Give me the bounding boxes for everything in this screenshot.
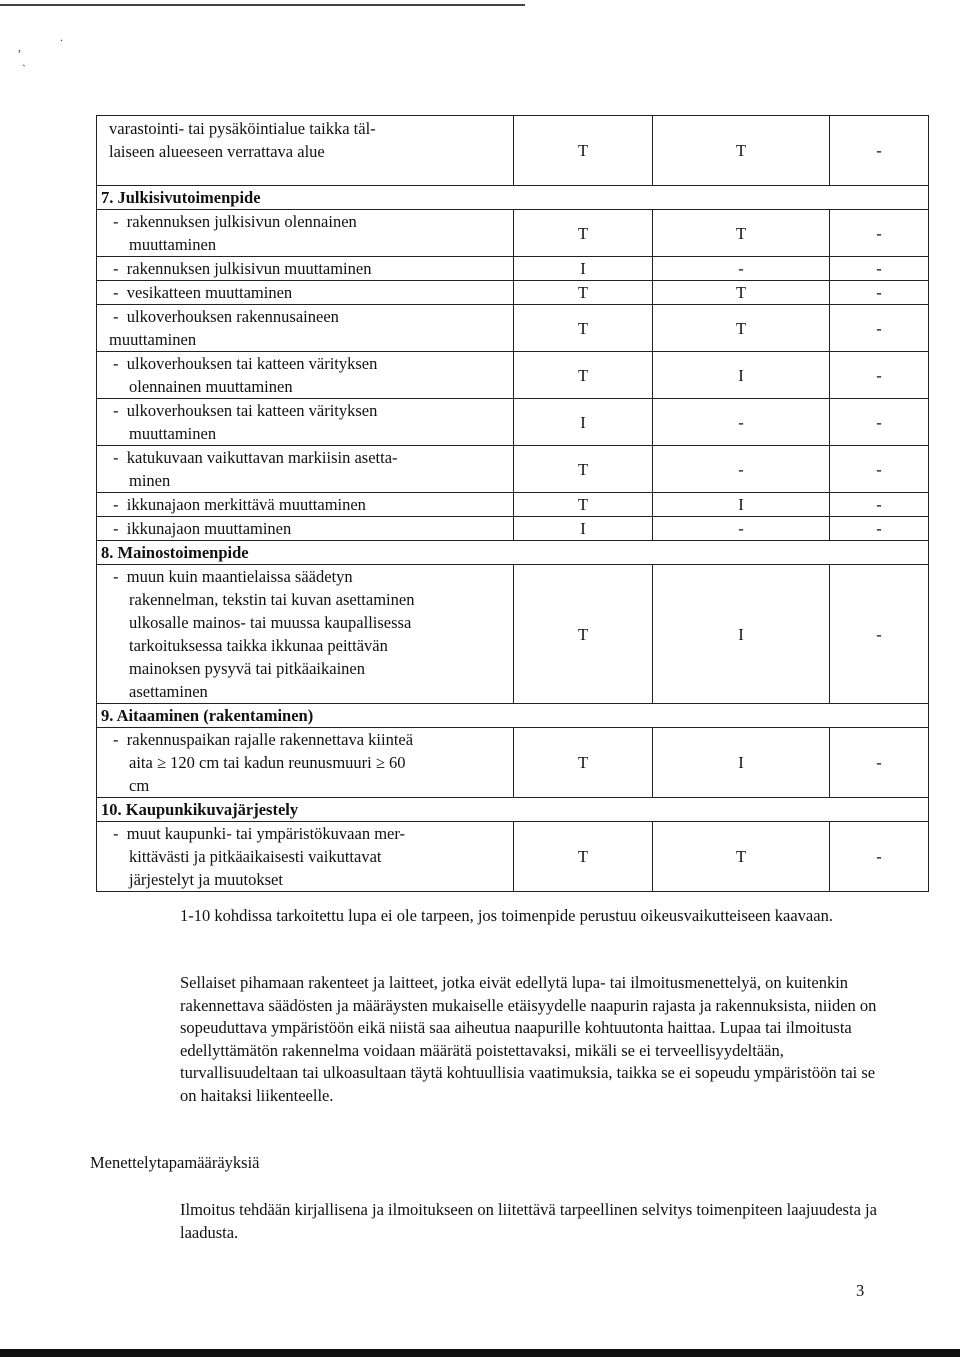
measure-line: rakennuspaikan rajalle rakennettava kiinteä [126, 730, 414, 749]
requirement-c2: T [653, 822, 830, 892]
measure-description [97, 257, 514, 281]
measure-description [97, 305, 514, 352]
table-row [97, 305, 929, 352]
requirement-c2: - [653, 257, 830, 281]
measure-text: - rakennuksen julkisivun olennainen muuttaminen [113, 212, 357, 254]
measure-description [97, 565, 514, 704]
measure-line: ikkunajaon merkittävä muuttaminen [126, 495, 366, 514]
measure-line: rakennelman, tekstin tai kuvan asettaminen [129, 590, 415, 609]
requirement-c2: T [653, 210, 830, 257]
requirement-c1: T [514, 116, 653, 186]
scan-speck: ` [22, 62, 26, 76]
measure-line: mainoksen pysyvä tai pitkäaikainen [129, 659, 365, 678]
section-heading: 9. Aitaaminen (rakentaminen) [97, 704, 929, 728]
measure-line: olennainen muuttaminen [129, 377, 293, 396]
measure-line: aita ≥ 120 cm tai kadun reunusmuuri ≥ 60 [129, 753, 406, 772]
table-row [97, 493, 929, 517]
bottom-rule [0, 1349, 960, 1357]
requirement-c3: - [830, 565, 929, 704]
table-row [97, 446, 929, 493]
requirement-c2: - [653, 517, 830, 541]
section-row [97, 798, 929, 822]
scan-speck: . [60, 30, 63, 44]
measure-line: ulkoverhouksen tai katteen värityksen [126, 401, 378, 420]
measure-description [97, 493, 514, 517]
requirement-c2: I [653, 728, 830, 798]
table-row [97, 116, 929, 186]
requirement-c3: - [830, 822, 929, 892]
requirement-c1: I [514, 399, 653, 446]
measure-description [97, 822, 514, 892]
table-row [97, 822, 929, 892]
permit-requirements-table [96, 115, 929, 892]
measure-line: tarkoituksessa taikka ikkunaa peittävän [129, 636, 388, 655]
measure-line: rakennuksen julkisivun muuttaminen [126, 259, 372, 278]
measure-line: muuttaminen [129, 424, 217, 443]
requirement-c3: - [830, 399, 929, 446]
paragraph-notification: Ilmoitus tehdään kirjallisena ja ilmoitukseen on liitettävä tarpeellinen selvitys toimenpiteen laajuudesta ja laadusta. [180, 1200, 877, 1242]
requirement-c2: - [653, 446, 830, 493]
measure-description [97, 728, 514, 798]
measure-line: ulkoverhouksen rakennusaineen [126, 307, 339, 326]
measure-line: kittävästi ja pitkäaikaisesti vaikuttavat [129, 847, 382, 866]
measure-text: - rakennuksen julkisivun muuttaminen [113, 259, 372, 278]
table-row [97, 352, 929, 399]
measure-text: - ikkunajaon merkittävä muuttaminen [113, 495, 366, 514]
measure-text: - muut kaupunki- tai ympäristökuvaan mer- kittävästi ja pitkäaikaisesti vaikuttavat järjestelyt ja muutokset [113, 824, 406, 889]
requirement-c2: T [653, 116, 830, 186]
side-heading-procedures: Menettelytapamääräyksiä [90, 1153, 260, 1172]
measure-line: rakennuksen julkisivun olennainen [126, 212, 357, 231]
requirement-c3: - [830, 210, 929, 257]
measure-description [97, 352, 514, 399]
requirement-c3: - [830, 281, 929, 305]
requirement-c1: T [514, 493, 653, 517]
table-row [97, 728, 929, 798]
table-row [97, 565, 929, 704]
measure-text: - ulkoverhouksen tai katteen värityksen muuttaminen [113, 401, 378, 443]
measure-description [97, 210, 514, 257]
section-row [97, 541, 929, 565]
measure-text [109, 117, 509, 163]
measure-line: muuttaminen [109, 330, 197, 349]
measure-description [97, 116, 514, 186]
requirement-c2: - [653, 399, 830, 446]
measure-text: - katukuvaan vaikuttavan markiisin asetta- minen [113, 448, 398, 490]
requirement-c1: T [514, 352, 653, 399]
scan-speck: , [18, 40, 21, 54]
requirement-c3: - [830, 305, 929, 352]
requirement-c3: - [830, 493, 929, 517]
measure-line: ulkosalle mainos- tai muussa kaupallisessa [129, 613, 412, 632]
requirement-c3: - [830, 116, 929, 186]
requirement-c3: - [830, 257, 929, 281]
requirement-c1: T [514, 305, 653, 352]
measure-description [97, 517, 514, 541]
measure-line: muuttaminen [129, 235, 217, 254]
measure-text: - ulkoverhouksen rakennusaineen muuttaminen [109, 305, 509, 351]
page-number: 3 [856, 1281, 865, 1300]
measure-description [97, 281, 514, 305]
permit-table-body [97, 116, 929, 892]
measure-description [97, 399, 514, 446]
measure-line: ikkunajaon muuttaminen [126, 519, 292, 538]
requirement-c1: I [514, 257, 653, 281]
section-row [97, 704, 929, 728]
requirement-c1: T [514, 565, 653, 704]
requirement-c2: I [653, 565, 830, 704]
measure-line: varastointi- tai pysäköintialue taikka täl- [109, 119, 376, 138]
measure-text: - ikkunajaon muuttaminen [113, 519, 292, 538]
measure-line: asettaminen [129, 682, 208, 701]
requirement-c1: T [514, 210, 653, 257]
requirement-c2: I [653, 352, 830, 399]
table-row [97, 399, 929, 446]
requirement-c2: T [653, 281, 830, 305]
requirement-c1: T [514, 446, 653, 493]
requirement-c3: - [830, 517, 929, 541]
measure-description [97, 446, 514, 493]
measure-text: - vesikatteen muuttaminen [113, 283, 293, 302]
measure-line: cm [129, 776, 150, 795]
measure-line: minen [129, 471, 171, 490]
measure-text: - muun kuin maantielaissa säädetyn rakennelman, tekstin tai kuvan asettaminen ulkosalle mainos- tai muussa kaupallisessa tarkoituksessa taikka ikkunaa peittävän mainoksen pysyvä tai pitkäaikainen asettaminen [113, 567, 415, 701]
requirement-c1: T [514, 822, 653, 892]
requirement-c2: I [653, 493, 830, 517]
section-heading: 8. Mainostoimenpide [97, 541, 929, 565]
section-heading: 7. Julkisivutoimenpide [97, 186, 929, 210]
section-heading: 10. Kaupunkikuvajärjestely [97, 798, 929, 822]
measure-line: vesikatteen muuttaminen [126, 283, 293, 302]
measure-line: muut kaupunki- tai ympäristökuvaan mer- [126, 824, 406, 843]
measure-line: laiseen alueeseen verrattava alue [109, 142, 325, 161]
requirement-c1: T [514, 281, 653, 305]
top-rule [0, 4, 525, 6]
paragraph-yard-structures: Sellaiset pihamaan rakenteet ja laitteet, jotka eivät edellytä lupa- tai ilmoitusmenettelyä, on kuitenkin rakennettava säädösten ja määräysten mukaiselle etäisyydelle naapurin rajasta ja rakennuksista, niiden on sopeuduttava ympäristöön eikä niistä saa aiheutua naapurille kohtuutonta haittaa. Lupaa tai ilmoitusta edellyttämätön rakennelma voidaan määrätä poistettavaksi, mikäli se ei terveellisyydeltään, turvallisuudeltaan tai ulkoasultaan täytä kohtuullisia vaatimuksia, taikka se ei sopeudu ympäristöön tai se on haitaksi liikenteelle. [180, 973, 877, 1105]
requirement-c3: - [830, 446, 929, 493]
table-row [97, 257, 929, 281]
measure-text: - ulkoverhouksen tai katteen värityksen olennainen muuttaminen [113, 354, 378, 396]
requirement-c1: I [514, 517, 653, 541]
measure-line: katukuvaan vaikuttavan markiisin asetta- [126, 448, 398, 467]
requirement-c3: - [830, 728, 929, 798]
measure-line: järjestelyt ja muutokset [129, 870, 283, 889]
table-row [97, 210, 929, 257]
measure-text: - rakennuspaikan rajalle rakennettava kiinteä aita ≥ 120 cm tai kadun reunusmuuri ≥ 60 cm [113, 730, 414, 795]
table-row [97, 517, 929, 541]
requirement-c3: - [830, 352, 929, 399]
paragraph-scope: 1-10 kohdissa tarkoitettu lupa ei ole tarpeen, jos toimenpide perustuu oikeusvaikutteiseen kaavaan. [180, 906, 833, 925]
measure-line: muun kuin maantielaissa säädetyn [126, 567, 353, 586]
requirement-c2: T [653, 305, 830, 352]
measure-line: ulkoverhouksen tai katteen värityksen [126, 354, 378, 373]
table-row [97, 281, 929, 305]
section-row [97, 186, 929, 210]
requirement-c1: T [514, 728, 653, 798]
